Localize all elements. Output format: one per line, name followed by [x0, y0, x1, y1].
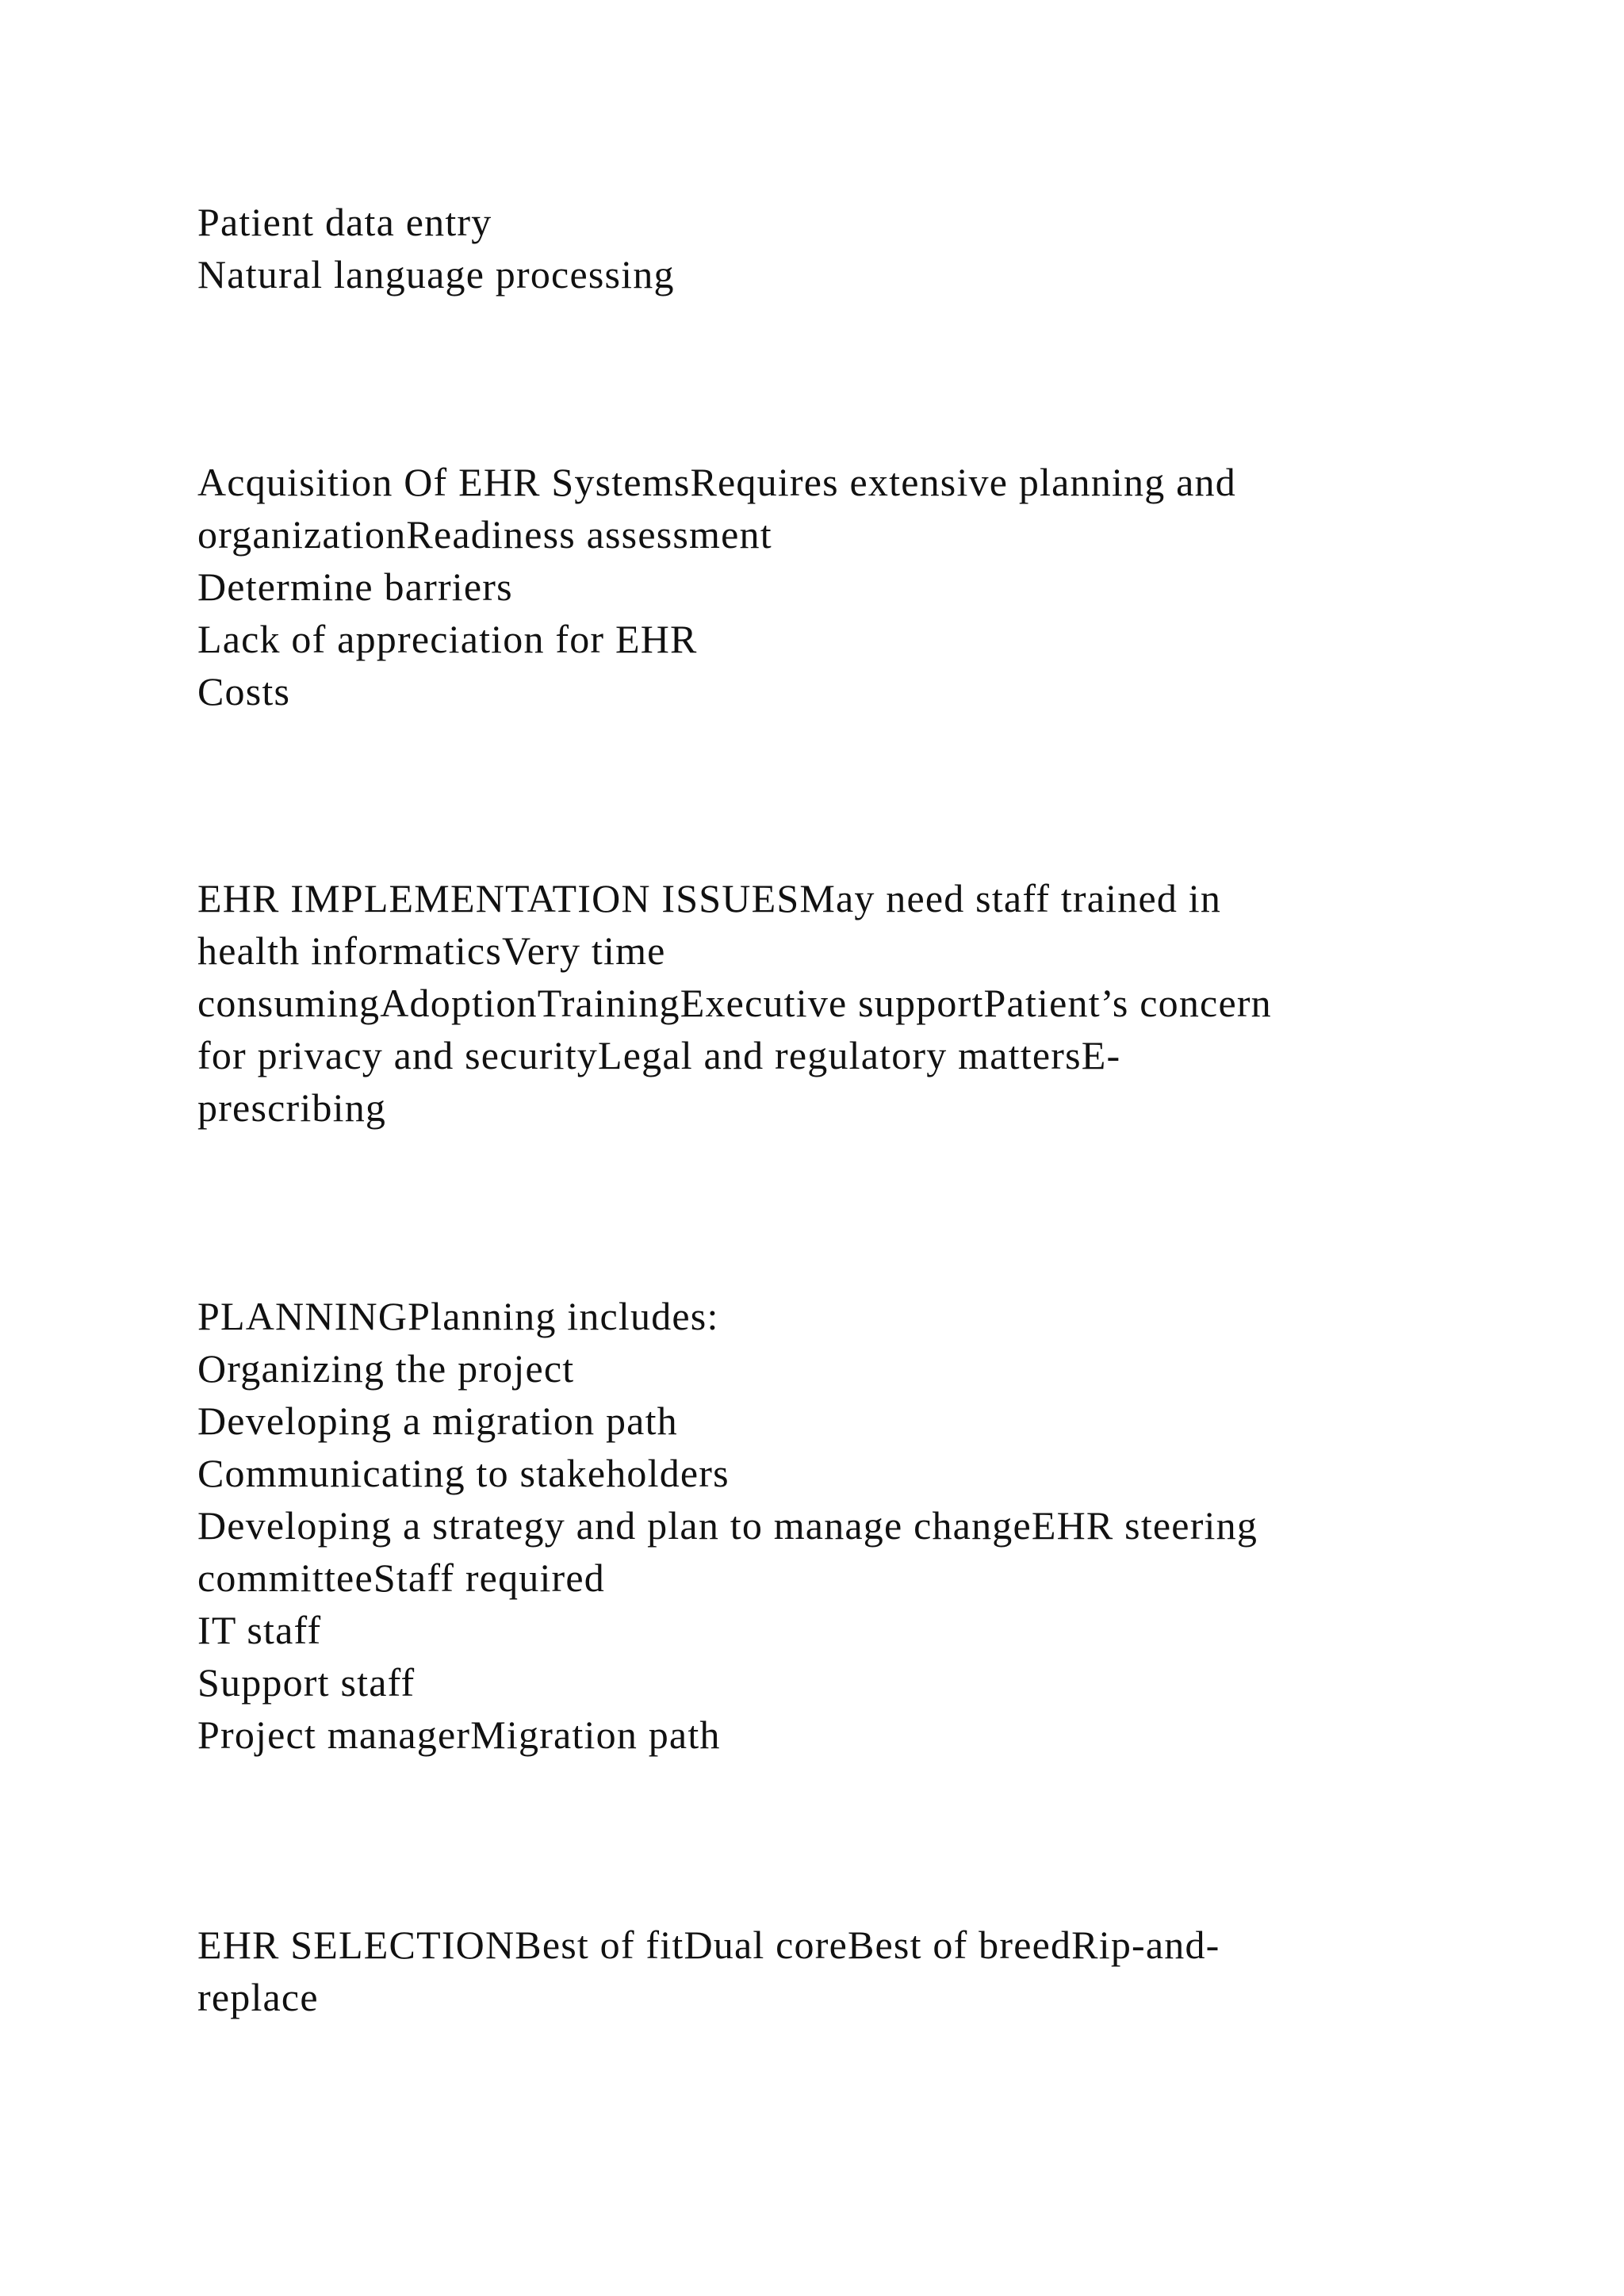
text-line: IT staff	[197, 1608, 322, 1652]
text-line: Communicating to stakeholders	[197, 1451, 730, 1495]
text-line: Developing a migration path	[197, 1399, 678, 1443]
text-block-implementation-issues	[197, 872, 1434, 1134]
text-block-planning	[197, 1290, 1434, 1761]
text-line: Support staff	[197, 1660, 416, 1705]
text-line: EHR SELECTIONBest of fitDual coreBest of breedRip-and-	[197, 1923, 1220, 1967]
text-line: replace	[197, 1975, 319, 2019]
text-line: health informaticsVery time	[197, 928, 666, 973]
text-line: Organizing the project	[197, 1346, 575, 1391]
text-block-acquisition	[197, 456, 1434, 718]
text-line: Lack of appreciation for EHR	[197, 617, 698, 661]
text-line: organizationReadiness assessment	[197, 512, 772, 557]
text-line: committeeStaff required	[197, 1556, 606, 1600]
text-line: for privacy and securityLegal and regulatory mattersE-	[197, 1033, 1121, 1077]
text-line: prescribing	[197, 1085, 387, 1130]
text-line: Costs	[197, 669, 291, 714]
text-block-patient-data	[197, 196, 1434, 300]
text-line: PLANNINGPlanning includes:	[197, 1294, 719, 1338]
text-line: Developing a strategy and plan to manage changeEHR steering	[197, 1503, 1258, 1548]
text-line: consumingAdoptionTrainingExecutive supportPatient’s concern	[197, 981, 1272, 1025]
text-block-selection	[197, 1919, 1434, 2023]
text-line: Determine barriers	[197, 564, 513, 609]
text-line: Natural language processing	[197, 252, 675, 297]
text-line: Acquisition Of EHR SystemsRequires extensive planning and	[197, 460, 1236, 504]
text-line: Patient data entry	[197, 200, 492, 244]
text-line: Project managerMigration path	[197, 1712, 721, 1757]
text-line: EHR IMPLEMENTATION ISSUESMay need staff trained in	[197, 876, 1222, 920]
